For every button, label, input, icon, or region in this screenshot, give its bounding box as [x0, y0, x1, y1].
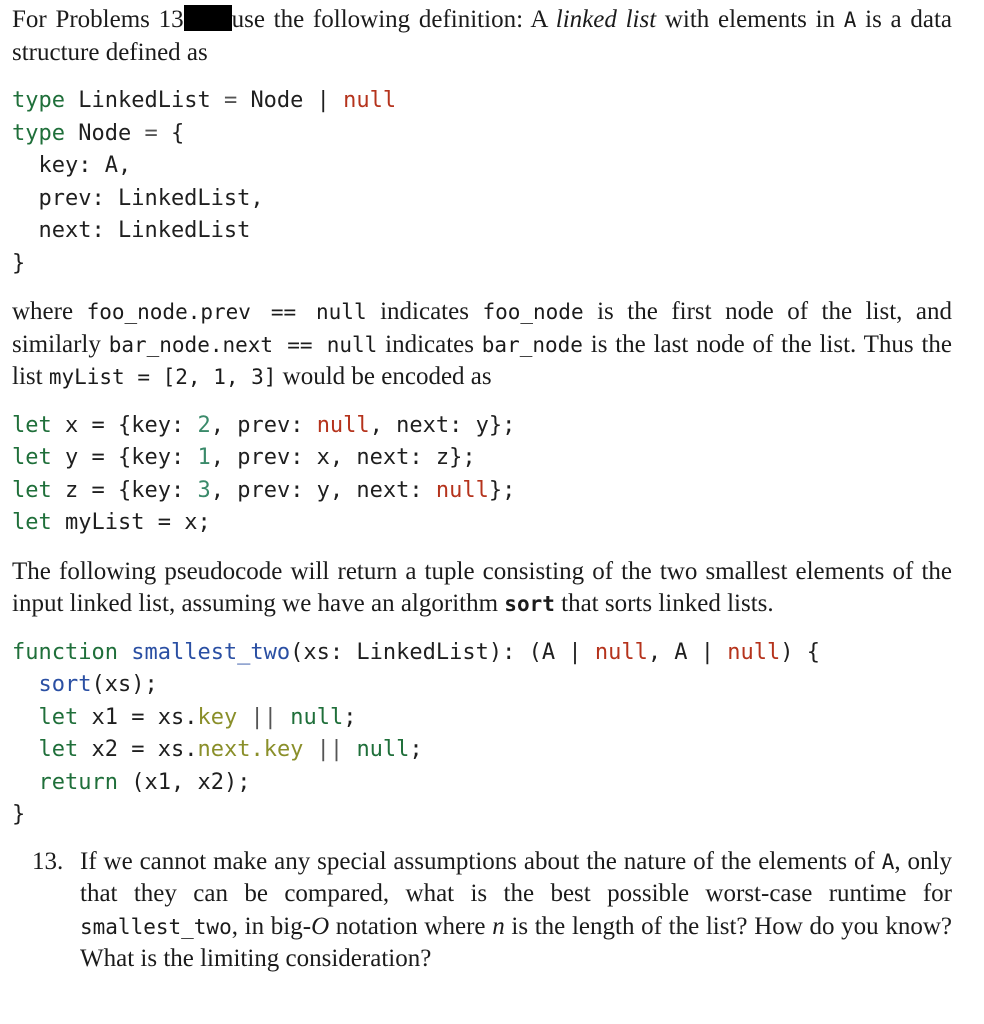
null-literal: null	[343, 88, 397, 113]
null-literal: null	[435, 477, 489, 503]
question-text: notation where	[329, 912, 493, 940]
equals-op: =	[223, 88, 238, 113]
code-text: x1 = xs.	[91, 704, 198, 730]
null-keyword: null	[290, 704, 344, 730]
code-text: ;	[409, 737, 423, 762]
description-paragraph	[12, 556, 952, 621]
intro-text: with elements in	[656, 6, 844, 33]
document-page	[12, 4, 952, 976]
description-text: that sorts linked lists.	[554, 590, 774, 617]
question-number: 13.	[32, 847, 64, 875]
brace-close: }	[12, 802, 26, 827]
code-text: y = {key:	[65, 445, 185, 470]
type-name: LinkedList	[78, 88, 211, 113]
explain-text: where	[12, 298, 87, 325]
intro-paragraph	[12, 4, 952, 69]
inline-code: foo_node.prev == null	[86, 300, 367, 324]
description-text: The following pseudocode will return a tuple consisting of the two smallest elements of the input linked list, assuming we have an algorithm	[12, 557, 952, 617]
redaction-box	[184, 5, 232, 31]
field-key: key: A,	[12, 153, 132, 178]
brace-open: {	[170, 120, 185, 146]
code-text: , prev:	[210, 412, 304, 438]
intro-text: use the following definition: A	[231, 6, 556, 33]
keyword-let: let	[12, 445, 52, 470]
or-op: ||	[237, 704, 277, 730]
question-text: is the length of the list? How do you know? What is the limiting consideration?	[80, 912, 953, 972]
or-op: ||	[303, 737, 344, 762]
inline-code: smallest_two	[80, 914, 232, 939]
null-keyword: null	[356, 737, 410, 762]
type-name: Node	[78, 120, 132, 146]
code-text: (xs: LinkedList): (A |	[290, 639, 582, 665]
linked-list-term: linked list	[555, 6, 657, 33]
explain-text: would be encoded as	[276, 363, 492, 390]
explain-text: is the first node of the list, and similarly	[12, 298, 952, 358]
code-text: ;	[343, 704, 357, 730]
field-next: next: LinkedList	[12, 218, 251, 243]
math-symbol: O	[311, 912, 330, 940]
property-access: next.key	[197, 737, 304, 762]
question-13	[12, 846, 952, 976]
number-literal: 1	[197, 445, 211, 470]
code-text: };	[488, 477, 516, 503]
property-access: key	[197, 704, 238, 730]
code-text: x = {key:	[65, 412, 185, 438]
keyword-type: type	[12, 88, 65, 113]
inline-code: foo_node	[482, 300, 584, 324]
inline-code: A	[881, 849, 895, 874]
inline-code: bar_node	[481, 332, 583, 357]
question-text: If we cannot make any special assumptions about the nature of the elements of	[80, 847, 882, 875]
example-code	[12, 410, 952, 540]
code-text: (xs);	[91, 672, 158, 697]
keyword-let: let	[12, 412, 52, 438]
function-call: sort	[38, 672, 92, 697]
question-text: , only that they can be compared, what is the best possible worst-case runtime for	[80, 847, 952, 907]
math-symbol: n	[492, 912, 505, 940]
type-rhs: Node |	[250, 88, 330, 113]
type-a-code: A	[843, 8, 857, 32]
intro-text: For Problems 13	[12, 6, 184, 33]
keyword-let: let	[38, 737, 79, 762]
inline-code: sort	[504, 592, 555, 616]
keyword-let: let	[12, 477, 52, 503]
keyword-type: type	[12, 120, 65, 146]
null-literal: null	[316, 412, 370, 438]
explanation-paragraph	[12, 296, 952, 394]
inline-code: bar_node.next == null	[108, 332, 378, 357]
explain-text: is the last node of the list. Thus the list	[12, 330, 952, 390]
code-text: z = {key:	[65, 477, 185, 503]
code-text: x2 = xs.	[91, 737, 198, 762]
equals-op: =	[144, 120, 158, 146]
number-literal: 2	[197, 412, 211, 438]
brace-close: }	[12, 250, 26, 276]
code-text: , prev: x, next: z};	[210, 445, 476, 470]
question-text: , in big-	[231, 912, 312, 940]
explain-text: indicates	[366, 298, 483, 325]
code-text: ) {	[780, 639, 821, 665]
code-text: , next: y};	[369, 412, 516, 438]
code-text: myList = x;	[65, 510, 211, 535]
keyword-function: function	[12, 639, 118, 665]
type-definition-code	[12, 85, 952, 280]
keyword-return: return	[38, 769, 118, 795]
code-text: , prev: y, next:	[210, 477, 423, 503]
function-code	[12, 637, 952, 832]
field-prev: prev: LinkedList,	[12, 185, 264, 211]
code-text: (x1, x2);	[131, 769, 251, 795]
intro-text: is a data structure defined as	[12, 6, 953, 66]
keyword-let: let	[12, 510, 52, 535]
inline-code: myList = [2, 1, 3]	[48, 365, 277, 389]
null-literal: null	[594, 639, 648, 665]
null-literal: null	[727, 639, 781, 665]
explain-text: indicates	[377, 330, 482, 358]
keyword-let: let	[38, 704, 79, 730]
number-literal: 3	[197, 477, 211, 503]
code-text: , A |	[647, 639, 715, 665]
function-name: smallest_two	[131, 639, 291, 665]
